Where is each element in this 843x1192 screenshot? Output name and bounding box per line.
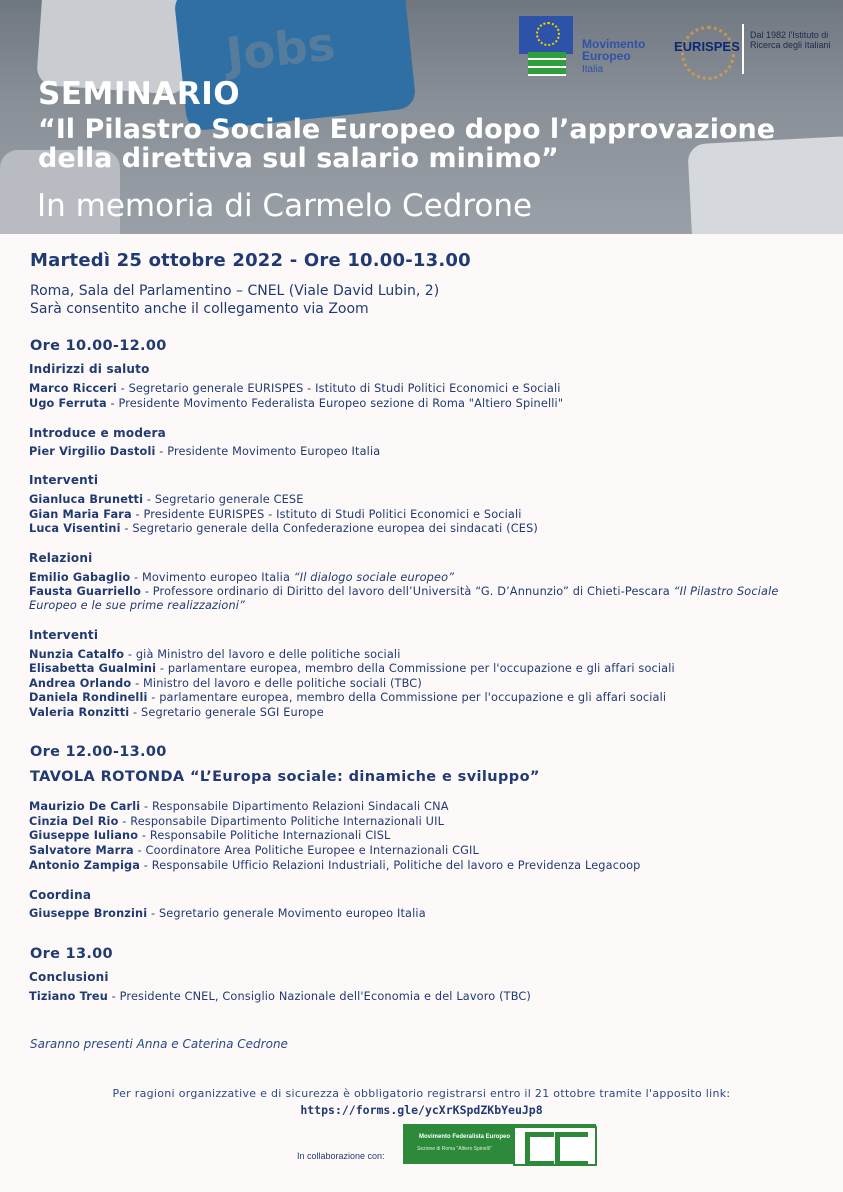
speaker-role: - Presidente Movimento Federalista Europeo sezione di Roma "Altiero Spinelli" <box>106 397 564 410</box>
speaker-role: - Segretario generale EURISPES - Istituto di Studi Politici Economici e Sociali <box>116 382 561 395</box>
speaker-name: Antonio Zampiga <box>29 859 141 872</box>
speaker-line <box>29 815 829 829</box>
logos-area <box>514 10 843 82</box>
seminar-title-line2: della direttiva sul salario minimo” <box>38 143 559 174</box>
speaker-role: - parlamentare europea, membro della Commissione per l'occupazione e gli affari sociali <box>156 662 675 675</box>
speaker-line <box>29 859 829 873</box>
section-label-reports: Relazioni <box>29 551 93 565</box>
seminar-title <box>38 115 828 173</box>
speaker-role: - Ministro del lavoro e delle politiche sociali (TBC) <box>131 677 422 690</box>
logo-divider <box>742 24 744 74</box>
jobs-word-image: Jobs <box>223 16 338 82</box>
speaker-line <box>29 571 829 585</box>
collaboration-label: In collaborazione con: <box>297 1151 385 1161</box>
presence-note: Saranno presenti Anna e Caterina Cedrone <box>30 1037 288 1051</box>
round-table-title: TAVOLA ROTONDA “L’Europa sociale: dinamiche e sviluppo” <box>30 769 540 785</box>
speaker-role: - Movimento europeo Italia <box>130 571 294 584</box>
session-time-1: Ore 10.00-12.00 <box>30 338 167 354</box>
speaker-name: Giuseppe Iuliano <box>29 829 139 842</box>
speaker-role: - Professore ordinario di Diritto del lavoro dell’Università “G. D’Annunzio” di Chieti-Pescara <box>141 585 674 598</box>
speaker-role: - parlamentare europea, membro della Commissione per l'occupazione e gli affari sociali <box>147 691 667 704</box>
speaker-name: Emilio Gabaglio <box>29 571 131 584</box>
speaker-name: Maurizio De Carli <box>29 800 141 813</box>
speaker-role: - Segretario generale SGI Europe <box>129 706 324 719</box>
speaker-name: Daniela Rondinelli <box>29 691 148 704</box>
speaker-role: - Segretario generale della Confederazione europea dei sindacati (CES) <box>120 522 538 535</box>
speaker-role: - Responsabile Politiche Internazionali CISL <box>138 829 391 842</box>
speaker-line <box>29 990 829 1004</box>
speaker-name: Pier Virgilio Dastoli <box>29 445 156 458</box>
speaker-name: Luca Visentini <box>29 522 121 535</box>
speaker-role: - Presidente EURISPES - Istituto di Studi Politici Economici e Sociali <box>131 508 522 521</box>
speaker-name: Andrea Orlando <box>29 677 132 690</box>
report-title: “Il Pilastro Sociale Europeo e le sue prime realizzazioni” <box>29 585 779 612</box>
speaker-line <box>29 829 829 843</box>
speaker-name: Cinzia Del Rio <box>29 815 119 828</box>
mfe-logo <box>403 1124 596 1164</box>
speaker-role: - Responsabile Dipartimento Politiche Internazionali UIL <box>118 815 445 828</box>
speaker-role: - Presidente CNEL, Consiglio Nazionale dell'Economia e del Lavoro (TBC) <box>107 990 531 1003</box>
report-title: “Il dialogo sociale europeo” <box>293 571 455 584</box>
eu-stars-icon <box>536 22 560 46</box>
movimento-europeo-logo-italia: Italia <box>582 64 604 75</box>
event-place <box>30 282 439 318</box>
registration-note: Per ragioni organizzative e di sicurezza è obbligatorio registrarsi entro il 21 ottobre tramite l'apposito link: <box>112 1087 731 1100</box>
speaker-line <box>29 907 829 921</box>
speaker-name: Gian Maria Fara <box>29 508 132 521</box>
speaker-role: - Segretario generale CESE <box>143 493 304 506</box>
movimento-europeo-logo-icon <box>528 52 566 76</box>
section-label-conclusions: Conclusioni <box>29 970 109 984</box>
speaker-line <box>29 493 829 507</box>
seminar-title-line1: “Il Pilastro Sociale Europeo dopo l’approvazione <box>38 114 776 145</box>
speaker-role: - Presidente Movimento Europeo Italia <box>155 445 381 458</box>
speaker-line <box>29 508 829 522</box>
section-label-interventions-2: Interventi <box>29 628 99 642</box>
memorial-subtitle: In memoria di Carmelo Cedrone <box>37 188 533 224</box>
mfe-logo-title: Movimento Federalista Europeo <box>419 1134 511 1140</box>
speaker-line <box>29 662 829 676</box>
session-time-2: Ore 12.00-13.00 <box>30 744 167 760</box>
mfe-e-shape <box>525 1132 554 1166</box>
speaker-role: - Coordinatore Area Politiche Europee e Internazionali CGIL <box>133 844 479 857</box>
speaker-line <box>29 397 829 411</box>
speaker-line <box>29 706 829 720</box>
speaker-name: Giuseppe Bronzini <box>29 907 148 920</box>
speaker-name: Valeria Ronzitti <box>29 706 130 719</box>
speaker-line <box>29 585 819 613</box>
section-label-greetings: Indirizzi di saluto <box>29 362 150 376</box>
movimento-europeo-logo-text: Movimento Europeo <box>582 37 646 63</box>
speaker-line <box>29 445 829 459</box>
seminar-label: SEMINARIO <box>38 76 241 112</box>
event-date: Martedì 25 ottobre 2022 - Ore 10.00-13.00 <box>30 250 471 271</box>
speaker-line <box>29 522 829 536</box>
speaker-name: Fausta Guarriello <box>29 585 142 598</box>
speaker-name: Tiziano Treu <box>29 990 108 1003</box>
speaker-name: Salvatore Marra <box>29 844 134 857</box>
speaker-line <box>29 382 829 396</box>
session-time-3: Ore 13.00 <box>30 946 113 962</box>
registration-link[interactable]: https://forms.gle/ycXrKSpdZKbYeuJp8 <box>300 1103 543 1117</box>
header-banner <box>0 0 843 234</box>
eurispes-logo-text: EURISPES <box>674 39 740 54</box>
section-label-interventions: Interventi <box>29 473 99 487</box>
speaker-role: - Responsabile Dipartimento Relazioni Sindacali CNA <box>140 800 449 813</box>
speaker-role: - Segretario generale Movimento europeo Italia <box>147 907 426 920</box>
speaker-name: Ugo Ferruta <box>29 397 107 410</box>
speaker-line <box>29 648 829 662</box>
mfe-f-shape <box>555 1132 588 1166</box>
mfe-logo-subtitle: Sezione di Roma "Altiero Spinelli" <box>417 1146 492 1152</box>
speaker-name: Marco Ricceri <box>29 382 117 395</box>
event-venue: Roma, Sala del Parlamentino – CNEL (Viale David Lubin, 2) <box>30 283 440 299</box>
speaker-line <box>29 800 829 814</box>
speaker-line <box>29 691 829 705</box>
speaker-name: Elisabetta Gualmini <box>29 662 157 675</box>
event-zoom-note: Sarà consentito anche il collegamento via Zoom <box>30 301 369 317</box>
speaker-line <box>29 844 829 858</box>
mfe-emblem-icon <box>513 1126 597 1166</box>
speaker-line <box>29 677 829 691</box>
speaker-name: Nunzia Catalfo <box>29 648 125 661</box>
eurispes-tagline: Dal 1982 l'Istituto di Ricerca degli Italiani <box>750 30 831 50</box>
speaker-role: - Responsabile Ufficio Relazioni Industriali, Politiche del lavoro e Previdenza Legacoop <box>140 859 641 872</box>
section-label-moderator: Introduce e modera <box>29 426 166 440</box>
speaker-role: - già Ministro del lavoro e delle politiche sociali <box>124 648 401 661</box>
speaker-name: Gianluca Brunetti <box>29 493 144 506</box>
section-label-coordinator: Coordina <box>29 888 92 902</box>
